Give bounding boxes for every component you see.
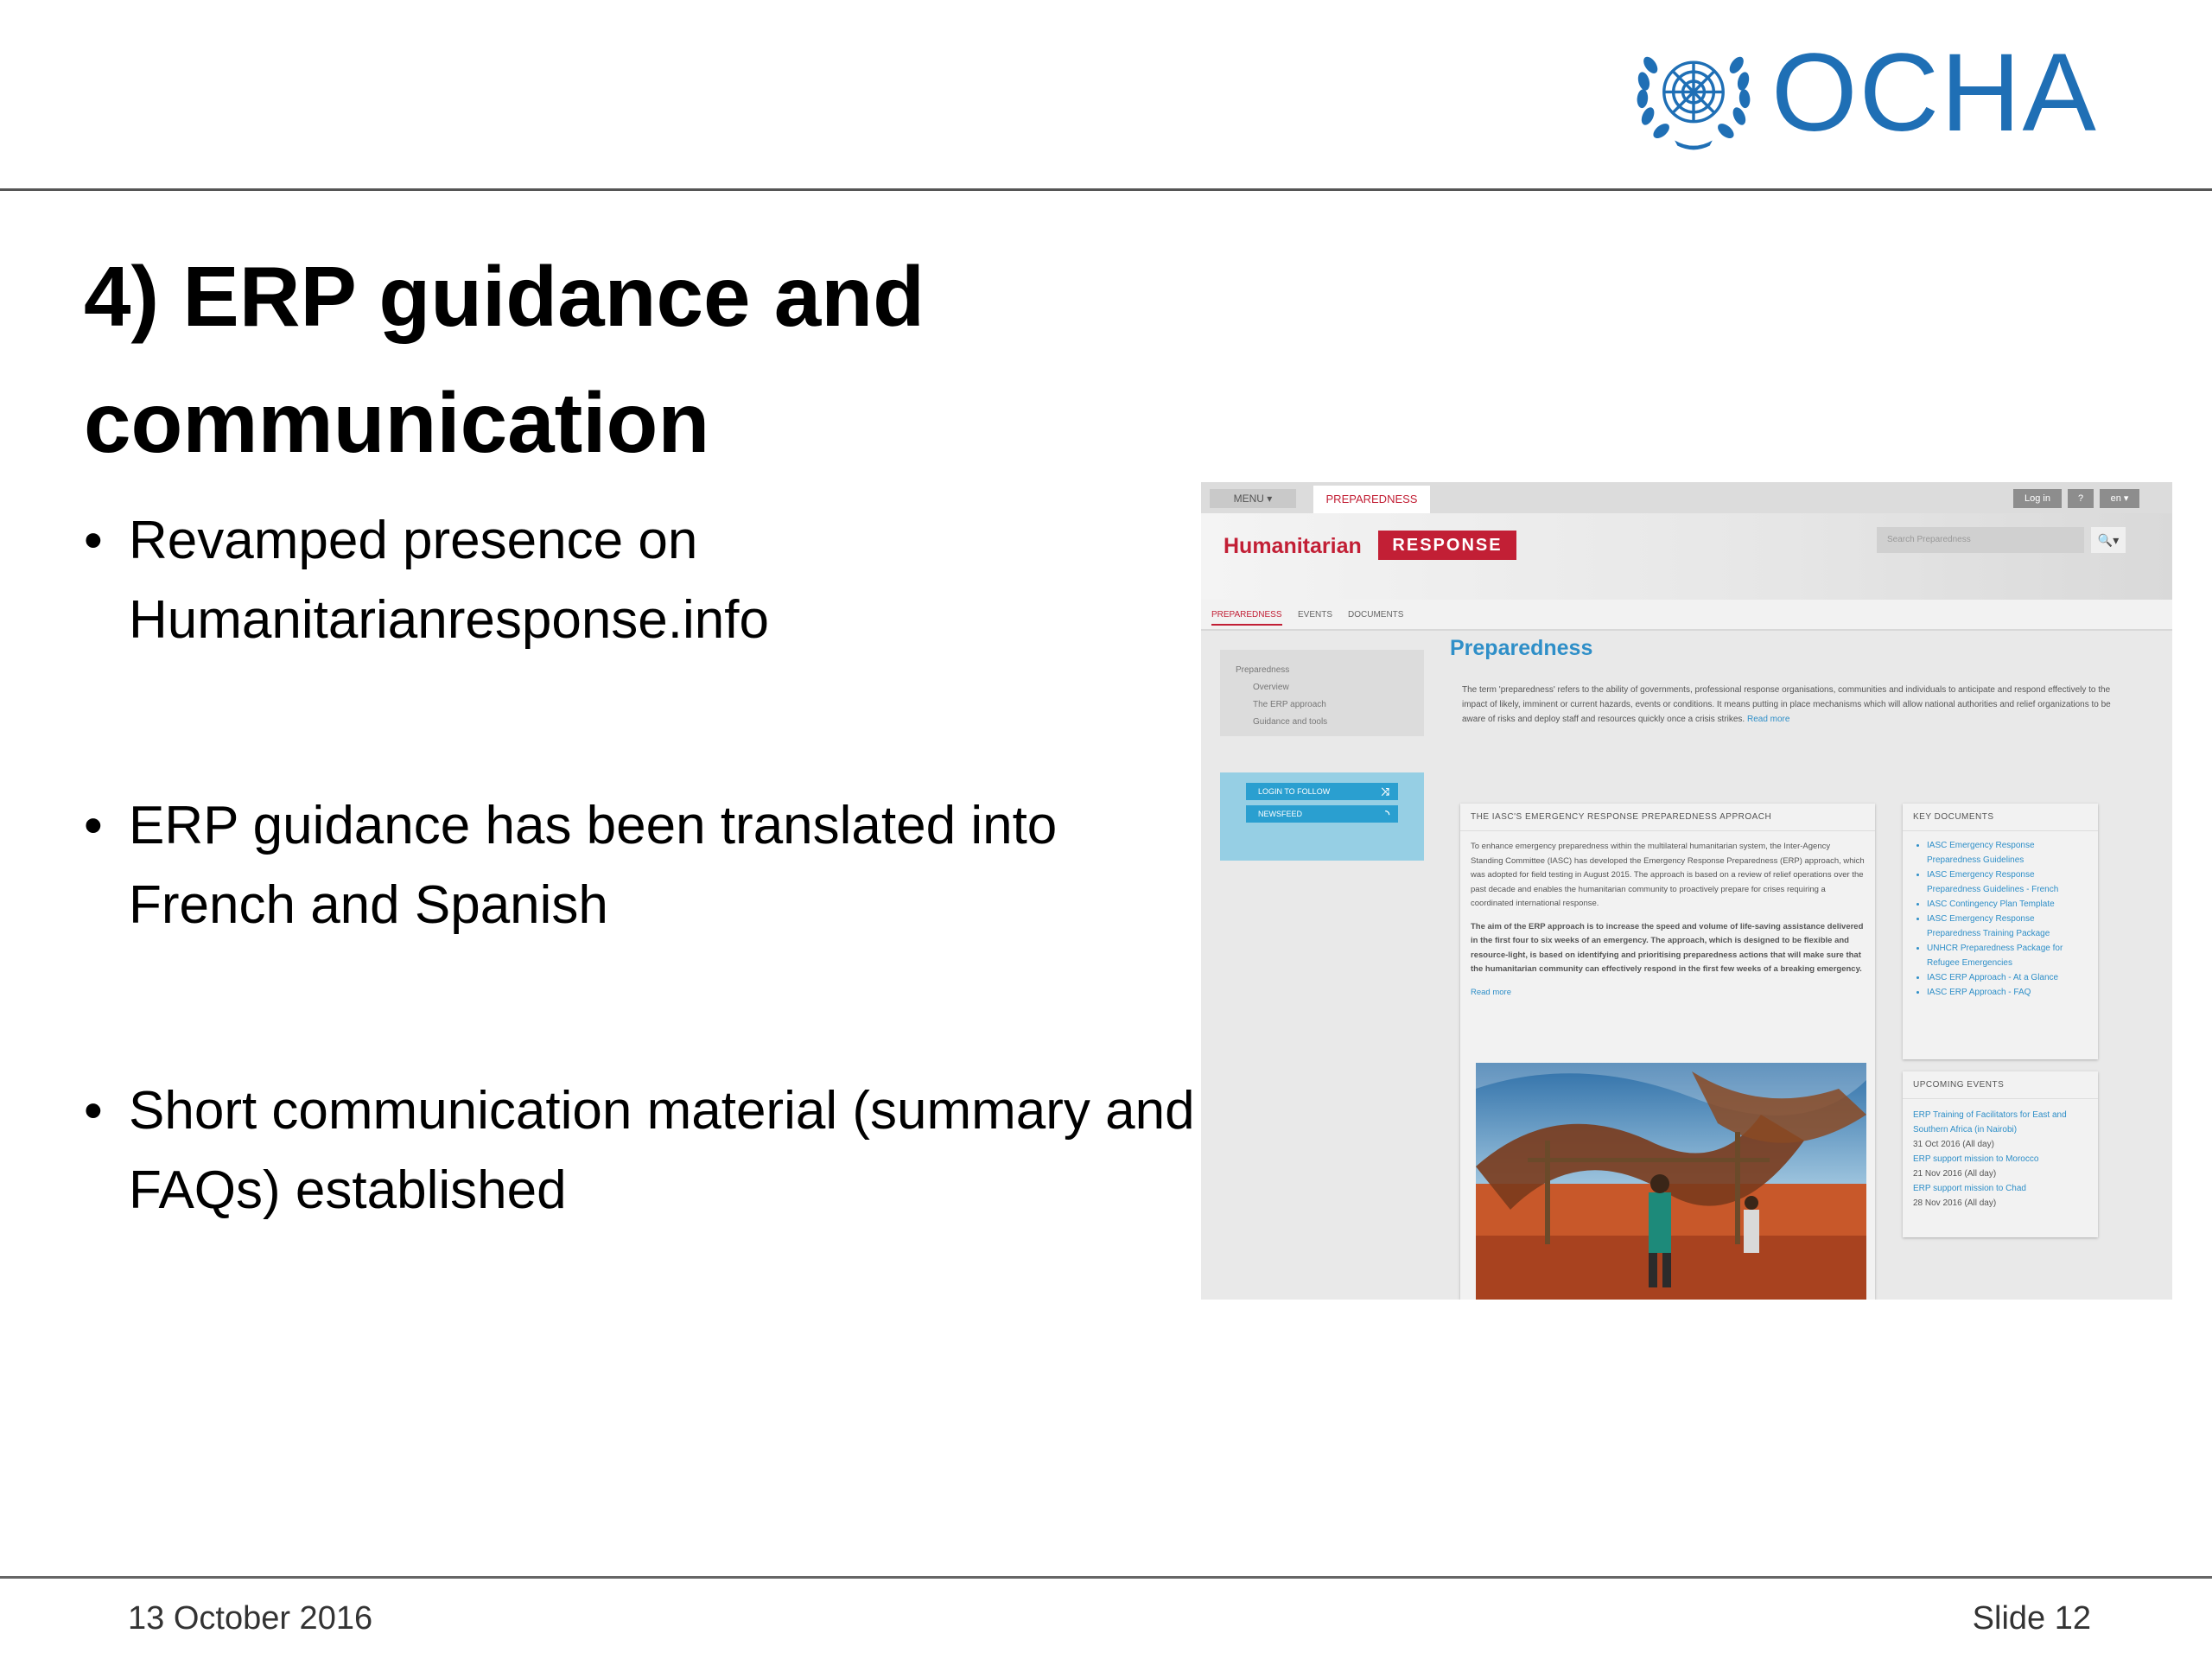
subnav-events[interactable]: EVENTS <box>1298 610 1333 620</box>
rss-icon: ◝ <box>1385 808 1389 820</box>
event-title[interactable]: ERP support mission to Chad <box>1913 1184 2026 1193</box>
approach-paragraph-bold: The aim of the ERP approach is to increase the speed and volume of life-saving assistance delivered in the first four to six weeks of an emergency. The approach, which is designed to be flexible and resource-light, is based on identifying and prioritising preparedness actions that will make sure that the humanitarian community can effectively respond in the first few weeks of a breaking emergency. <box>1471 921 1864 974</box>
page-title: Preparedness <box>1450 636 1593 660</box>
read-more-link[interactable]: Read more <box>1746 715 1790 724</box>
ocha-logo <box>1624 33 2108 154</box>
slide-title: 4) ERP guidance and communication <box>84 249 925 470</box>
help-button[interactable]: ? <box>2068 489 2094 508</box>
bullet-marker: • <box>84 796 103 855</box>
subnav-documents[interactable]: DOCUMENTS <box>1348 610 1404 620</box>
event-title[interactable]: ERP support mission to Morocco <box>1913 1154 2039 1164</box>
tab-preparedness[interactable]: PREPAREDNESS <box>1313 486 1430 513</box>
header-divider <box>0 188 2212 191</box>
newsfeed-label: NEWSFEED <box>1258 810 1303 818</box>
sidebar-menu <box>1220 650 1424 736</box>
bullet-marker: • <box>84 511 103 570</box>
upcoming-events-heading: UPCOMING EVENTS <box>1903 1071 2098 1099</box>
subnav-preparedness[interactable]: PREPAREDNESS <box>1211 610 1282 626</box>
key-documents-card <box>1903 804 2098 1059</box>
intro-body: The term 'preparedness' refers to the ability of governments, professional response organisations, communities and individuals to anticipate and respond effectively to the impact of likely, imminent or current hazards, events or conditions. It means putting in place mechanisms which will allow national authorities and relief organizations to be aware of risks and deploy staff and resources quickly once a crisis strikes. <box>1462 685 2111 724</box>
site-brandbar <box>1201 513 2172 600</box>
search-input[interactable]: Search Preparedness <box>1877 527 2084 553</box>
bullet-marker: • <box>84 1081 103 1141</box>
field-photo <box>1476 1063 1866 1300</box>
key-doc-link[interactable]: • UNHCR Preparedness Package for Refugee Emergencies <box>1927 941 2088 970</box>
follow-label: LOGIN TO FOLLOW <box>1258 787 1331 796</box>
login-button[interactable]: Log in <box>2013 489 2062 508</box>
search-icon[interactable]: 🔍▾ <box>2091 527 2126 553</box>
approach-read-more[interactable]: Read more <box>1471 987 1511 997</box>
event-date: 21 Nov 2016 (All day) <box>1913 1169 1997 1179</box>
key-doc-link[interactable]: • IASC ERP Approach - At a Glance <box>1927 970 2088 985</box>
logo-text: OCHA <box>1771 31 2098 155</box>
sidebar-item-preparedness[interactable]: Preparedness <box>1236 665 1290 675</box>
site-subnav <box>1201 600 2172 631</box>
newsfeed-button[interactable] <box>1246 805 1398 823</box>
key-doc-link[interactable]: • IASC Emergency Response Preparedness Guidelines <box>1927 838 2088 868</box>
approach-heading: THE IASC'S EMERGENCY RESPONSE PREPAREDNESS APPROACH <box>1460 804 1875 831</box>
login-to-follow-button[interactable] <box>1246 783 1398 800</box>
menu-button[interactable]: MENU ▾ <box>1210 489 1296 508</box>
language-select[interactable]: en ▾ <box>2100 489 2139 508</box>
slide-number: Slide 12 <box>1972 1600 2091 1637</box>
un-emblem-icon <box>1624 33 1763 154</box>
bullet-item <box>84 1071 1217 1230</box>
footer-divider <box>0 1576 2212 1579</box>
event-date: 31 Oct 2016 (All day) <box>1913 1140 1994 1149</box>
key-doc-link[interactable]: • IASC ERP Approach - FAQ <box>1927 985 2088 1000</box>
key-documents-heading: KEY DOCUMENTS <box>1903 804 2098 831</box>
bullet-text: ERP guidance has been translated into French and Spanish <box>129 796 1058 935</box>
key-doc-link[interactable]: • IASC Emergency Response Preparedness Training Package <box>1927 912 2088 941</box>
event-title[interactable]: ERP Training of Facilitators for East and Southern Africa (in Nairobi) <box>1913 1110 2067 1135</box>
follow-panel <box>1220 772 1424 861</box>
sidebar-item-guidance[interactable]: Guidance and tools <box>1253 717 1328 727</box>
approach-paragraph: To enhance emergency preparedness within the multilateral humanitarian system, the Inter-Agency Standing Committee (IASC) has developed the Emergency Response Preparedness (ERP) approach, which was adopted for field testing in August 2015. The approach is based on a review of relief operations over the past decade and enables the humanitarian community to proactively prepare for crises requiring a coordinated international response. <box>1471 842 1865 908</box>
field-photo-image <box>1476 1063 1866 1300</box>
site-topbar <box>1201 482 2172 513</box>
website-screenshot <box>1201 482 2172 1300</box>
brand-response[interactable]: RESPONSE <box>1378 531 1516 560</box>
sidebar-item-overview[interactable]: Overview <box>1253 683 1289 692</box>
bullet-text: Revamped presence on Humanitarianresponse.info <box>129 511 769 650</box>
shuffle-icon: ⤨ <box>1381 785 1389 798</box>
brand-humanitarian[interactable]: Humanitarian <box>1224 534 1362 558</box>
intro-text <box>1462 683 2119 727</box>
sidebar-item-erp-approach[interactable]: The ERP approach <box>1253 700 1326 709</box>
key-doc-link[interactable]: • IASC Emergency Response Preparedness Guidelines - French <box>1927 868 2088 897</box>
bullet-text: Short communication material (summary and FAQs) established <box>129 1081 1195 1220</box>
bullet-item <box>84 501 1217 660</box>
event-date: 28 Nov 2016 (All day) <box>1913 1198 1997 1208</box>
key-doc-link[interactable]: • IASC Contingency Plan Template <box>1927 897 2088 912</box>
upcoming-events-card <box>1903 1071 2098 1237</box>
bullet-item <box>84 786 1217 945</box>
footer-date: 13 October 2016 <box>128 1600 373 1637</box>
